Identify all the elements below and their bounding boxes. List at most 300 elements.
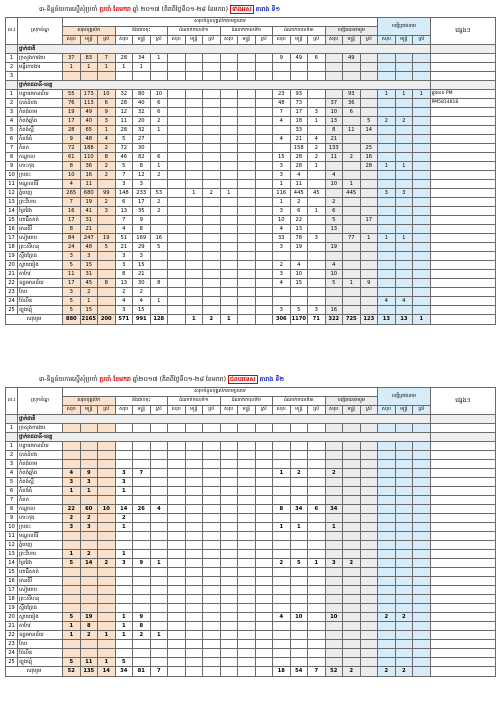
data-cell (395, 424, 413, 433)
data-cell (220, 442, 238, 451)
data-cell (255, 532, 273, 541)
data-cell (133, 658, 151, 667)
data-cell (413, 469, 431, 478)
data-cell (360, 180, 378, 189)
data-cell (185, 54, 203, 63)
data-cell: 4 (115, 297, 133, 306)
data-cell: 148 (115, 189, 133, 198)
report-table (5, 17, 496, 325)
table-row (6, 234, 496, 243)
data-cell (98, 225, 116, 234)
data-cell (115, 532, 133, 541)
data-cell (360, 559, 378, 568)
district-name: ប៉ៃលិន (18, 649, 63, 658)
data-cell (413, 424, 431, 433)
data-cell (80, 451, 98, 460)
data-cell: 2 (290, 469, 308, 478)
data-cell (395, 207, 413, 216)
data-cell: 11 (80, 180, 98, 189)
data-cell (98, 541, 116, 550)
header-subcolumn: ស្រី (98, 406, 116, 415)
data-cell (343, 487, 361, 496)
data-cell (290, 63, 308, 72)
data-cell (255, 577, 273, 586)
data-cell: 17 (360, 216, 378, 225)
data-cell (133, 496, 151, 505)
data-cell (220, 505, 238, 514)
data-cell: 1 (308, 207, 326, 216)
data-cell (203, 649, 221, 658)
note-cell (430, 189, 496, 198)
data-cell: 2 (395, 613, 413, 622)
data-cell (343, 523, 361, 532)
data-cell: 15 (133, 306, 151, 315)
data-cell (80, 595, 98, 604)
data-cell: 9 (80, 469, 98, 478)
data-cell (168, 189, 186, 198)
data-cell (220, 135, 238, 144)
note-cell (430, 180, 496, 189)
data-cell (413, 604, 431, 613)
data-cell (325, 451, 343, 460)
total-cell (203, 667, 221, 677)
data-cell (63, 451, 81, 460)
data-cell: 28 (290, 153, 308, 162)
title-prefix: ៣-ទិន្នន័យការស្នើសុំប្រចាំ (39, 6, 98, 13)
data-cell (290, 631, 308, 640)
header-subcolumn: សរុប (115, 406, 133, 415)
data-cell (343, 658, 361, 667)
data-cell (185, 550, 203, 559)
data-cell (150, 595, 168, 604)
data-cell: 12 (133, 171, 151, 180)
data-cell: 15 (80, 306, 98, 315)
data-cell (238, 514, 256, 523)
data-cell: 15 (133, 261, 151, 270)
district-name: ក្រសួងការងារ (18, 54, 63, 63)
data-cell (185, 162, 203, 171)
data-cell (220, 460, 238, 469)
data-cell: 65 (80, 126, 98, 135)
row-number: 7 (6, 496, 18, 505)
data-cell (203, 478, 221, 487)
data-cell: 3 (98, 207, 116, 216)
data-cell (395, 442, 413, 451)
data-cell (98, 216, 116, 225)
data-cell: 6 (150, 108, 168, 117)
note-cell (430, 225, 496, 234)
data-cell (238, 640, 256, 649)
district-name: ភ្នំពេញ (18, 189, 63, 198)
data-cell (203, 541, 221, 550)
data-cell: 5 (98, 243, 116, 252)
data-cell (273, 288, 291, 297)
district-name: កំពង់ឆ្នាំង (18, 469, 63, 478)
data-cell (360, 631, 378, 640)
title-range: ឆ្នាំ ២០១៧ (គិតពីថ្ងៃទី០១-២៨ ខែមករា) (132, 6, 228, 13)
data-cell: 5 (360, 117, 378, 126)
data-cell: 93 (343, 90, 361, 99)
data-cell (98, 595, 116, 604)
data-cell (255, 640, 273, 649)
data-cell (395, 550, 413, 559)
total-cell: 1170 (290, 315, 308, 325)
data-cell (168, 207, 186, 216)
total-cell (238, 315, 256, 325)
data-cell: 8 (150, 279, 168, 288)
note-cell (430, 243, 496, 252)
data-cell (168, 577, 186, 586)
table-row (6, 297, 496, 306)
data-cell (203, 180, 221, 189)
data-cell (343, 216, 361, 225)
district-name (18, 72, 63, 81)
data-cell: 10 (98, 90, 116, 99)
district-name: កំពត (18, 496, 63, 505)
data-cell (273, 622, 291, 631)
data-cell (168, 658, 186, 667)
note-cell (430, 424, 496, 433)
header-subcolumn: សរុប (168, 36, 186, 45)
data-cell: 37 (325, 99, 343, 108)
district-name: បន្ទាយមានជ័យ (18, 442, 63, 451)
data-cell (308, 243, 326, 252)
row-number: 21 (6, 622, 18, 631)
data-cell: 4 (325, 261, 343, 270)
data-cell: 5 (290, 559, 308, 568)
header-subcolumn: សរុប (325, 406, 343, 415)
row-number: 17 (6, 234, 18, 243)
data-cell: 93 (290, 90, 308, 99)
header-subcolumn: មន្ត្រី (238, 406, 256, 415)
data-cell: 5 (115, 135, 133, 144)
data-cell (255, 171, 273, 180)
data-cell (290, 487, 308, 496)
data-cell: 4 (273, 117, 291, 126)
data-cell (255, 514, 273, 523)
data-cell: 49 (343, 54, 361, 63)
data-cell (413, 252, 431, 261)
note-cell (430, 541, 496, 550)
total-cell: 571 (115, 315, 133, 325)
data-cell (360, 568, 378, 577)
data-cell (255, 442, 273, 451)
data-cell: 9 (133, 613, 151, 622)
data-cell: 1 (150, 297, 168, 306)
data-cell (290, 532, 308, 541)
data-cell (273, 532, 291, 541)
data-cell: 10 (273, 216, 291, 225)
data-cell (378, 270, 396, 279)
data-cell (395, 126, 413, 135)
data-cell (185, 649, 203, 658)
data-cell: 22 (63, 505, 81, 514)
header-group: បញ្ជីព្រាងនាម (378, 388, 431, 406)
data-cell (63, 640, 81, 649)
data-cell (150, 613, 168, 622)
data-cell (203, 216, 221, 225)
data-cell (203, 126, 221, 135)
data-cell (185, 63, 203, 72)
data-cell (325, 532, 343, 541)
data-cell (185, 135, 203, 144)
data-cell: 8 (63, 162, 81, 171)
data-cell (360, 613, 378, 622)
data-cell (238, 442, 256, 451)
data-cell: 1 (98, 63, 116, 72)
data-cell (273, 63, 291, 72)
data-cell: 1 (150, 54, 168, 63)
data-cell (290, 577, 308, 586)
data-cell: 11 (325, 153, 343, 162)
table-row (6, 171, 496, 180)
note-cell (430, 658, 496, 667)
data-cell: 31 (80, 270, 98, 279)
data-cell (238, 54, 256, 63)
group-label: ថ្នាក់ជាតិ (18, 45, 431, 54)
data-cell: 6 (308, 54, 326, 63)
data-cell (203, 523, 221, 532)
data-cell: 5 (290, 306, 308, 315)
note-cell (430, 433, 496, 442)
data-cell (273, 541, 291, 550)
data-cell (168, 297, 186, 306)
data-cell (220, 144, 238, 153)
data-cell (325, 658, 343, 667)
data-cell (343, 225, 361, 234)
note-cell (430, 487, 496, 496)
data-cell: 20 (133, 117, 151, 126)
header-subcolumn: មន្ត្រី (80, 36, 98, 45)
data-cell (290, 288, 308, 297)
data-cell (220, 424, 238, 433)
table-row (6, 460, 496, 469)
data-cell (308, 658, 326, 667)
data-cell (395, 514, 413, 523)
data-cell: 72 (63, 144, 81, 153)
data-cell (185, 424, 203, 433)
table-row (6, 135, 496, 144)
table-row (6, 180, 496, 189)
data-cell: 15 (273, 153, 291, 162)
data-cell: 3 (98, 117, 116, 126)
data-cell: 5 (150, 243, 168, 252)
data-cell (168, 234, 186, 243)
total-cell (238, 667, 256, 677)
data-cell (203, 586, 221, 595)
data-cell (378, 279, 396, 288)
data-cell: 1 (115, 63, 133, 72)
data-cell (133, 72, 151, 81)
data-cell (343, 514, 361, 523)
data-cell (185, 613, 203, 622)
total-row (6, 667, 496, 677)
data-cell: 32 (133, 126, 151, 135)
data-cell (378, 586, 396, 595)
data-cell: 2 (343, 559, 361, 568)
district-name: បាត់ដំបង (18, 99, 63, 108)
data-cell (360, 243, 378, 252)
data-cell (395, 99, 413, 108)
data-cell: 84 (63, 234, 81, 243)
data-cell: 9 (273, 54, 291, 63)
data-cell (238, 478, 256, 487)
data-cell (413, 658, 431, 667)
data-cell (150, 225, 168, 234)
data-cell (238, 424, 256, 433)
data-cell: 6 (98, 99, 116, 108)
data-cell (150, 523, 168, 532)
data-cell (220, 523, 238, 532)
data-cell (185, 586, 203, 595)
data-cell: 1 (185, 189, 203, 198)
row-number: 11 (6, 180, 18, 189)
data-cell (413, 207, 431, 216)
header-district: ស្រុកខ័ណ្ឌ (18, 18, 63, 45)
data-cell (168, 243, 186, 252)
data-cell: 36 (343, 99, 361, 108)
data-cell (133, 550, 151, 559)
data-cell (360, 288, 378, 297)
data-cell (185, 270, 203, 279)
data-cell (168, 622, 186, 631)
data-cell (185, 568, 203, 577)
data-cell (360, 595, 378, 604)
data-cell (238, 216, 256, 225)
data-cell (413, 568, 431, 577)
data-cell: 26 (133, 505, 151, 514)
data-cell: 445 (290, 189, 308, 198)
table-row (6, 54, 496, 63)
data-cell (378, 207, 396, 216)
data-cell (413, 442, 431, 451)
data-cell (238, 288, 256, 297)
header-subcolumn: ស្រី (150, 36, 168, 45)
data-cell (413, 108, 431, 117)
data-cell (360, 306, 378, 315)
data-cell (220, 126, 238, 135)
note-cell (430, 550, 496, 559)
row-number: 3 (6, 72, 18, 81)
data-cell (360, 99, 378, 108)
data-cell (98, 469, 116, 478)
data-cell (360, 108, 378, 117)
header-subcolumn: ស្រី (150, 406, 168, 415)
data-cell (325, 478, 343, 487)
data-cell (395, 270, 413, 279)
data-cell (220, 108, 238, 117)
data-cell: 1 (378, 162, 396, 171)
data-cell: 110 (80, 153, 98, 162)
data-cell (343, 198, 361, 207)
data-cell (238, 252, 256, 261)
data-cell (378, 478, 396, 487)
header-subcolumn: ស្រី (255, 406, 273, 415)
data-cell: 169 (133, 234, 151, 243)
data-cell (308, 532, 326, 541)
data-cell (273, 252, 291, 261)
data-cell (413, 649, 431, 658)
data-cell (273, 595, 291, 604)
data-cell (255, 225, 273, 234)
data-cell (168, 117, 186, 126)
data-cell: 6 (115, 198, 133, 207)
data-cell (185, 99, 203, 108)
total-cell: 306 (273, 315, 291, 325)
data-cell (220, 225, 238, 234)
data-cell (220, 279, 238, 288)
data-cell (238, 595, 256, 604)
data-cell (273, 586, 291, 595)
data-cell (98, 649, 116, 658)
data-cell: 4 (150, 505, 168, 514)
data-cell (133, 595, 151, 604)
data-cell: 19 (98, 234, 116, 243)
district-name: កំពង់ចាម (18, 108, 63, 117)
data-cell (238, 144, 256, 153)
data-cell (360, 514, 378, 523)
data-cell: 6 (343, 108, 361, 117)
data-cell (360, 532, 378, 541)
data-cell: 19 (63, 108, 81, 117)
data-cell (378, 144, 396, 153)
total-cell: 128 (150, 315, 168, 325)
data-cell: 3 (395, 189, 413, 198)
data-cell (63, 586, 81, 595)
data-cell (325, 586, 343, 595)
data-cell: 13 (325, 225, 343, 234)
data-cell (325, 631, 343, 640)
data-cell (203, 613, 221, 622)
title-range: ឆ្នាំ២០១៧ (គិតពីថ្ងៃទី០១-២៨ ខែមករា) (132, 376, 227, 383)
data-cell (238, 198, 256, 207)
data-cell (168, 613, 186, 622)
data-cell: 34 (325, 505, 343, 514)
data-cell: 22 (290, 216, 308, 225)
data-cell (150, 649, 168, 658)
row-number: 23 (6, 288, 18, 297)
data-cell (220, 631, 238, 640)
data-cell: 1 (273, 180, 291, 189)
data-cell (168, 54, 186, 63)
data-cell (325, 90, 343, 99)
data-cell (395, 469, 413, 478)
data-cell: 10 (63, 171, 81, 180)
data-cell: 4 (378, 297, 396, 306)
row-number: 20 (6, 613, 18, 622)
data-cell (168, 595, 186, 604)
table-row (6, 270, 496, 279)
data-cell (255, 180, 273, 189)
data-cell (360, 207, 378, 216)
data-cell (133, 523, 151, 532)
row-number: 22 (6, 631, 18, 640)
row-number: 22 (6, 279, 18, 288)
data-cell: 1 (273, 523, 291, 532)
data-cell (150, 568, 168, 577)
district-name: ស្វាយរៀង (18, 261, 63, 270)
data-cell (378, 559, 396, 568)
data-cell: 3 (273, 171, 291, 180)
data-cell (203, 63, 221, 72)
data-cell (255, 63, 273, 72)
data-cell (343, 162, 361, 171)
data-cell: 445 (343, 189, 361, 198)
data-cell (378, 261, 396, 270)
data-cell (413, 117, 431, 126)
data-cell (80, 496, 98, 505)
data-cell (168, 469, 186, 478)
